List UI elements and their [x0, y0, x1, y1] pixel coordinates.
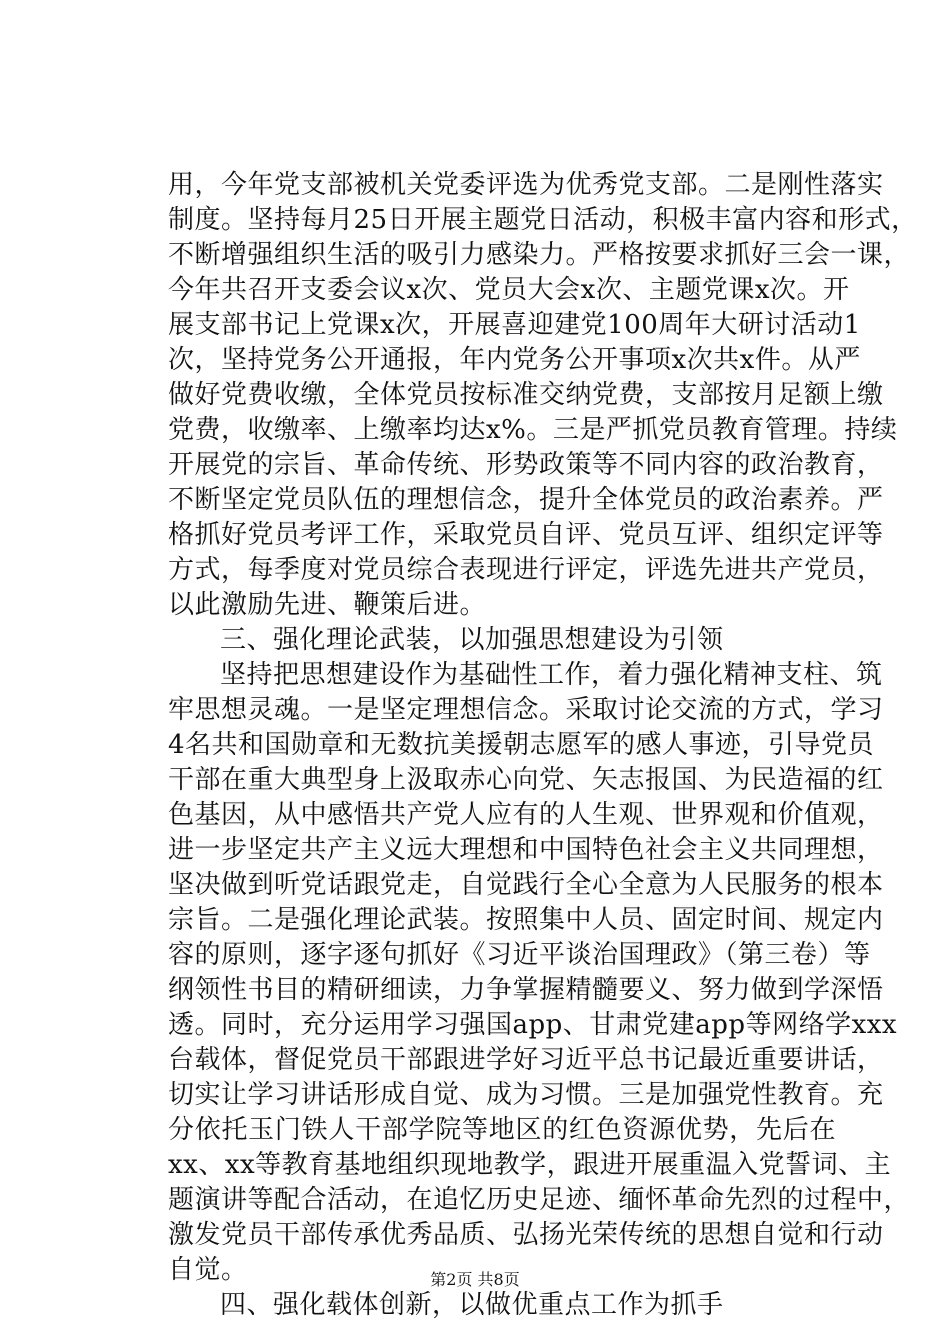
text-line: 自觉。 — [168, 1255, 248, 1285]
text-line: 不断增强组织生活的吸引力感染力。严格按要求抓好三会一课， — [168, 240, 911, 270]
text-line: 切实让学习讲话形成自觉、成为习惯。三是加强党性教育。充 — [168, 1080, 884, 1110]
text-line: 分依托玉门铁人干部学院等地区的红色资源优势，先后在 — [168, 1115, 836, 1145]
body-text — [168, 168, 918, 1323]
text-line: 坚持把思想建设作为基础性工作，着力强化精神支柱、筑 — [220, 660, 883, 690]
section-heading: 三、强化理论武装，以加强思想建设为引领 — [220, 625, 724, 655]
text-line: 以此激励先进、鞭策后进。 — [168, 590, 487, 620]
text-line: 党费，收缴率、上缴率均达x%。三是严抓党员教育管理。持续 — [168, 415, 898, 445]
text-line: 做好党费收缴，全体党员按标准交纳党费，支部按月足额上缴 — [168, 380, 884, 410]
text-line: 色基因，从中感悟共产党人应有的人生观、世界观和价值观， — [168, 800, 884, 830]
text-line: 4名共和国勋章和无数抗美援朝志愿军的感人事迹，引导党员 — [168, 730, 875, 760]
text-line: 开展党的宗旨、革命传统、形势政策等不同内容的政治教育， — [168, 450, 884, 480]
page-number-footer: 第2页 共8页 — [430, 1270, 520, 1289]
text-line: 次，坚持党务公开通报，年内党务公开事项x次共x件。从严 — [168, 345, 861, 375]
text-line: 坚决做到听党话跟党走，自觉践行全心全意为人民服务的根本 — [168, 870, 884, 900]
text-line: 制度。坚持每月25日开展主题党日活动，积极丰富内容和形式， — [168, 205, 918, 235]
text-line: 干部在重大典型身上汲取赤心向党、矢志报国、为民造福的红 — [168, 765, 884, 795]
text-line: 用，今年党支部被机关党委评选为优秀党支部。二是刚性落实 — [168, 170, 884, 200]
text-line: 今年共召开支委会议x次、党员大会x次、主题党课x次。开 — [168, 275, 850, 305]
text-line: 题演讲等配合活动，在追忆历史足迹、缅怀革命先烈的过程中， — [168, 1185, 911, 1215]
text-line: 格抓好党员考评工作，采取党员自评、党员互评、组织定评等 — [168, 520, 884, 550]
text-line: 激发党员干部传承优秀品质、弘扬光荣传统的思想自觉和行动 — [168, 1220, 884, 1250]
text-line: 容的原则，逐字逐句抓好《习近平谈治国理政》（第三卷）等 — [168, 940, 871, 970]
text-line: 展支部书记上党课x次，开展喜迎建党100周年大研讨活动1 — [168, 310, 861, 340]
text-line: 进一步坚定共产主义远大理想和中国特色社会主义共同理想， — [168, 835, 884, 865]
text-line: 台载体，督促党员干部跟进学好习近平总书记最近重要讲话， — [168, 1045, 884, 1075]
text-line: 透。同时，充分运用学习强国app、甘肃党建app等网络学xxx — [168, 1010, 898, 1040]
text-line: xx、xx等教育基地组织现地教学，跟进开展重温入党誓词、主 — [168, 1150, 892, 1180]
section-heading: 四、强化载体创新，以做优重点工作为抓手 — [220, 1290, 724, 1320]
text-line: 不断坚定党员队伍的理想信念，提升全体党员的政治素养。严 — [168, 485, 884, 515]
text-line: 方式，每季度对党员综合表现进行评定，评选先进共产党员， — [168, 555, 884, 585]
text-line: 牢思想灵魂。一是坚定理想信念。采取讨论交流的方式，学习 — [168, 695, 884, 725]
text-line: 宗旨。二是强化理论武装。按照集中人员、固定时间、规定内 — [168, 905, 884, 935]
text-line: 纲领性书目的精研细读，力争掌握精髓要义、努力做到学深悟 — [168, 975, 884, 1005]
